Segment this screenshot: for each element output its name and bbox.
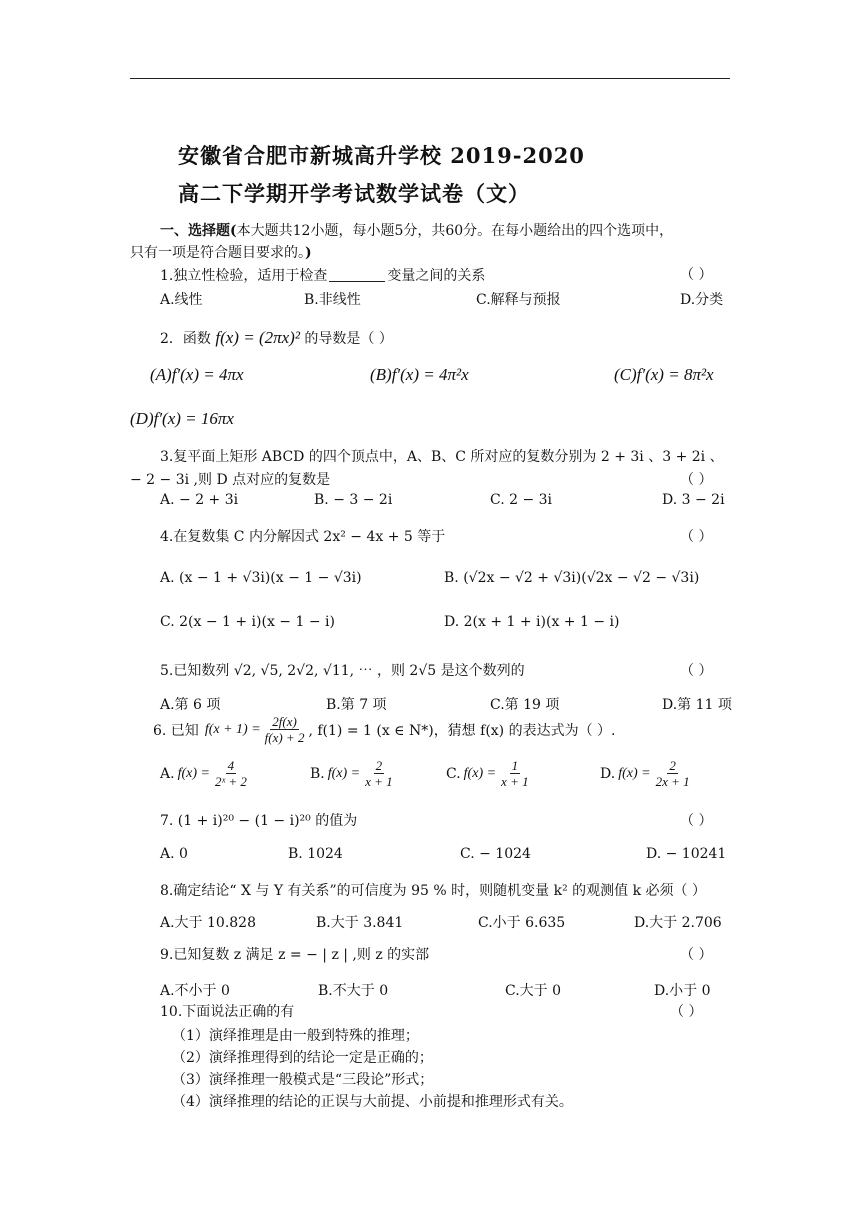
question-6-option-a-label: A. — [160, 765, 175, 782]
question-1-stem-b: 变量之间的关系 — [387, 268, 486, 284]
question-6-option-c-fraction — [499, 758, 531, 789]
question-10-stem: 10.下面说法正确的有 — [160, 1004, 295, 1020]
question-7-option-a: A. 0 — [160, 846, 188, 862]
question-10-item: （1）演绎推理是由一般到特殊的推理； — [172, 1028, 419, 1044]
question-3-option-b: B. − 3 − 2i — [314, 492, 393, 508]
document-title-line2: 高二下学期开学考试数学试卷（文） — [178, 181, 530, 206]
question-7-answer-paren: （ ） — [680, 813, 713, 829]
question-6-option-d-numerator: 2 — [669, 758, 676, 773]
question-6-option-d-lhs: f(x) = — [618, 765, 651, 781]
question-1-option-c: C.解释与预报 — [476, 292, 561, 308]
question-5-option-b: B.第 7 项 — [326, 697, 387, 713]
question-7-option-b: B. 1024 — [288, 846, 343, 862]
question-3-option-a: A. − 2 + 3i — [160, 492, 239, 508]
question-6-stem-b: , f(1) = 1 (x ∈ N*)，猜想 f(x) 的表达式为（ ）. — [308, 722, 616, 739]
question-10-item: （3）演绎推理一般模式是“三段论”形式； — [172, 1072, 434, 1088]
question-2-option-a: (A)f′(x) = 4πx — [150, 365, 244, 384]
question-1-option-b: B.非线性 — [304, 292, 361, 308]
question-6-option-b-lhs: f(x) = — [327, 765, 361, 781]
question-5-option-a: A.第 6 项 — [160, 697, 221, 713]
question-3-stem-line2: − 2 − 3i ,则 D 点对应的复数是 — [130, 472, 331, 488]
question-6-fraction-numerator: 2f(x) — [272, 714, 297, 729]
question-5-stem: 5.已知数列 √2, √5, 2√2, √11, ⋯ ，则 2√5 是这个数列的 — [160, 663, 525, 679]
question-8-stem: 8.确定结论“ X 与 Y 有关系”的可信度为 95 % 时，则随机变量 k² 的观测值 k 必须（ ） — [160, 883, 706, 899]
question-6-option-b — [310, 758, 395, 789]
question-9-option-b: B.不大于 0 — [318, 983, 389, 999]
question-6-option-a-numerator: 4 — [227, 758, 235, 773]
question-2-option-d: (D)f′(x) = 16πx — [130, 409, 234, 428]
question-1-stem-a: 1.独立性检验，适用于检查 — [160, 268, 328, 284]
question-6-option-c-numerator: 1 — [511, 758, 519, 773]
question-4-option-b: B. (√2x − √2 + √3i)(√2x − √2 − √3i) — [444, 570, 700, 586]
question-6-fraction-denominator: f(x) + 2 — [264, 730, 305, 745]
question-7-option-c: C. − 1024 — [460, 846, 531, 862]
question-1-option-d: D.分类 — [680, 292, 724, 308]
question-6-option-d-denominator: 2x + 1 — [655, 774, 690, 789]
question-9-option-c: C.大于 0 — [505, 983, 562, 999]
section-instructions-text: 本大题共12小题，每小题5分，共60分。在每小题给出的四个选项中， — [236, 223, 674, 239]
question-5-answer-paren: （ ） — [680, 663, 713, 679]
question-9-answer-paren: （ ） — [680, 947, 713, 963]
question-6-option-a — [160, 758, 249, 789]
question-4-answer-paren: （ ） — [680, 529, 713, 545]
question-9-option-a: A.不小于 0 — [160, 983, 230, 999]
question-3-option-d: D. 3 − 2i — [662, 492, 725, 508]
question-7-stem: 7. (1 + i)²⁰ − (1 − i)²⁰ 的值为 — [160, 813, 358, 829]
question-3-option-c: C. 2 − 3i — [490, 492, 553, 508]
question-8-option-c: C.小于 6.635 — [478, 915, 566, 931]
question-2-option-c: (C)f′(x) = 8π²x — [614, 365, 714, 384]
question-4-option-d: D. 2(x + 1 + i)(x + 1 − i) — [444, 614, 620, 630]
section-heading: 一、选择题( — [160, 223, 237, 239]
question-1-stem — [160, 265, 485, 285]
question-5-option-d: D.第 11 项 — [662, 697, 732, 713]
question-6-stem — [153, 714, 616, 745]
question-9-option-d: D.小于 0 — [654, 983, 711, 999]
header-rule — [130, 78, 730, 79]
question-10-item: （4）演绎推理的结论的正误与大前提、小前提和推理形式有关。 — [172, 1094, 573, 1110]
question-10-answer-paren: （ ） — [670, 1004, 703, 1020]
question-6-option-a-denominator: 2ˣ + 2 — [214, 774, 247, 789]
question-4-option-a: A. (x − 1 + √3i)(x − 1 − √3i) — [160, 570, 362, 586]
question-2-function: f(x) = (2πx)² — [215, 328, 300, 347]
question-2-stem-a: 2．函数 — [160, 331, 211, 347]
question-6-option-a-lhs: f(x) = — [177, 765, 210, 781]
question-6-option-c-lhs: f(x) = — [463, 765, 497, 781]
question-2-option-b: (B)f′(x) = 4π²x — [370, 365, 469, 384]
question-6-option-b-label: B. — [310, 765, 325, 782]
question-6-stem-a: 6. 已知 — [153, 722, 199, 739]
answer-blank — [329, 267, 385, 282]
question-8-option-a: A.大于 10.828 — [160, 915, 256, 931]
question-4-stem: 4.在复数集 C 内分解因式 2x² − 4x + 5 等于 — [160, 529, 446, 545]
question-6-fraction — [263, 714, 307, 745]
section-instructions-text2: 只有一项是符合题目要求的。 — [130, 245, 305, 261]
question-6-option-d-label: D. — [600, 765, 616, 782]
section-instructions-line2 — [130, 242, 312, 262]
question-6-option-b-fraction — [363, 758, 395, 789]
question-1-option-a: A.线性 — [160, 292, 203, 308]
question-5-option-c: C.第 19 项 — [490, 697, 560, 713]
question-8-option-d: D.大于 2.706 — [634, 915, 722, 931]
question-6-option-c-denominator: x + 1 — [501, 774, 529, 789]
question-6-option-d-fraction — [654, 758, 692, 789]
section-close-paren: ) — [305, 245, 312, 261]
question-6-option-c — [446, 758, 531, 789]
question-6-option-d — [600, 758, 692, 789]
question-7-option-d: D. − 10241 — [646, 846, 727, 862]
document-title-line1: 安徽省合肥市新城高升学校 2019-2020 — [178, 143, 585, 168]
question-6-option-a-fraction — [213, 758, 249, 789]
question-6-option-b-denominator: x + 1 — [365, 774, 393, 789]
question-2-stem-b: 的导数是（ ） — [304, 331, 393, 347]
question-8-option-b: B.大于 3.841 — [316, 915, 404, 931]
question-3-answer-paren: （ ） — [680, 472, 713, 488]
section-instructions — [160, 220, 673, 240]
question-3-stem-line1: 3.复平面上矩形 ABCD 的四个顶点中，A、B、C 所对应的复数分别为 2 + 3i 、3 + 2i 、 — [160, 449, 724, 465]
question-6-option-b-numerator: 2 — [375, 758, 383, 773]
question-4-option-c: C. 2(x − 1 + i)(x − 1 − i) — [160, 614, 335, 630]
question-2-stem — [160, 328, 393, 348]
question-1-answer-paren: （ ） — [680, 267, 713, 283]
question-6-option-c-label: C. — [446, 765, 461, 782]
question-9-stem: 9.已知复数 z 满足 z = − | z | ,则 z 的实部 — [160, 947, 430, 963]
question-10-item: （2）演绎推理得到的结论一定是正确的； — [172, 1050, 433, 1066]
question-6-recurrence-lhs: f(x + 1) = — [204, 721, 261, 737]
